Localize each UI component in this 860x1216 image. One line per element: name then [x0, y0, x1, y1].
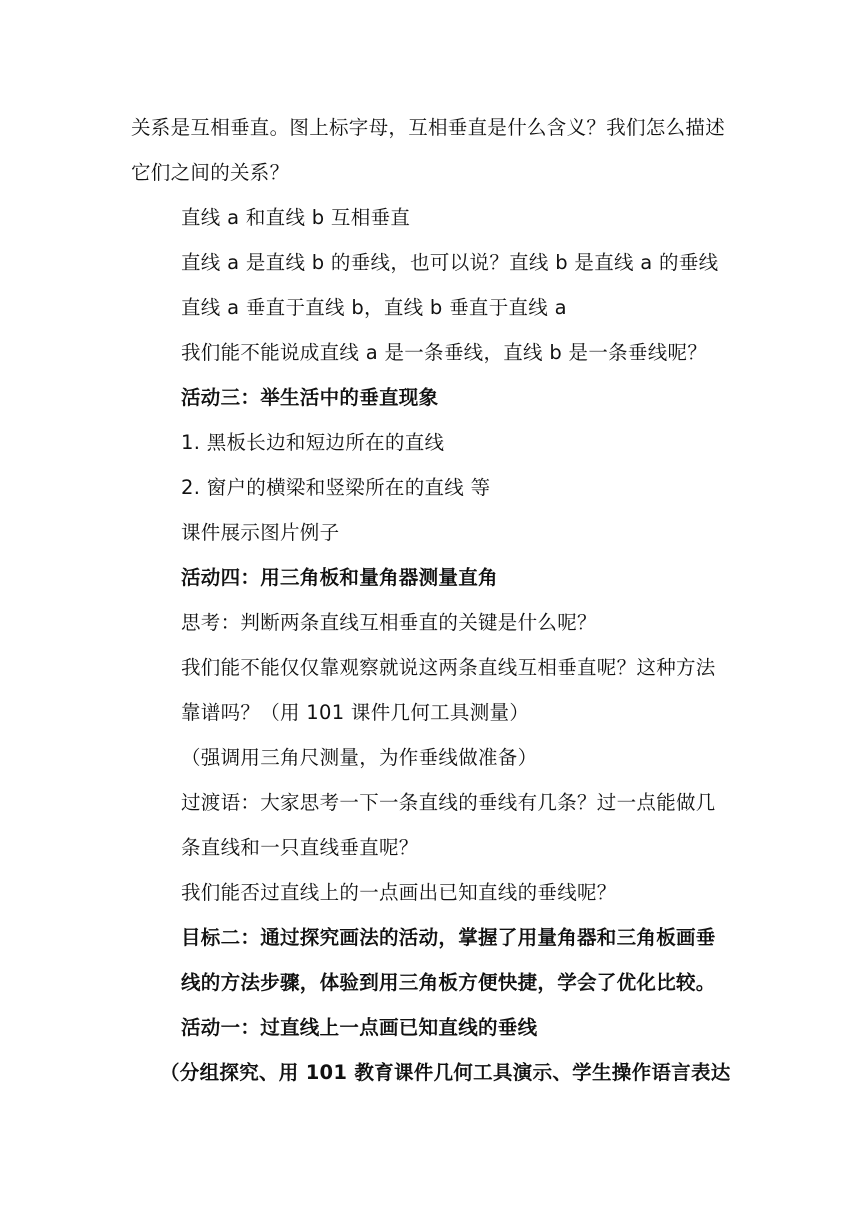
paragraph-line: 靠谱吗？（用 101 课件几何工具测量） — [181, 701, 530, 724]
section-heading: 活动三：举生活中的垂直现象 — [181, 386, 439, 409]
paragraph-line: 过渡语：大家思考一下一条直线的垂线有几条？过一点能做几 — [181, 791, 716, 814]
paragraph-line: 直线 a 和直线 b 互相垂直 — [181, 206, 411, 229]
paragraph-line: 关系是互相垂直。图上标字母，互相垂直是什么含义？我们怎么描述 — [131, 116, 726, 139]
goal-heading: 线的方法步骤，体验到用三角板方便快捷，学会了优化比较。 — [181, 971, 716, 994]
list-item: 2. 窗户的横梁和竖梁所在的直线 等 — [181, 476, 491, 499]
goal-heading: 目标二：通过探究画法的活动，掌握了用量角器和三角板画垂 — [181, 926, 716, 949]
section-heading: 活动四：用三角板和量角器测量直角 — [181, 566, 498, 589]
paragraph-line: 直线 a 垂直于直线 b，直线 b 垂直于直线 a — [181, 296, 567, 319]
paragraph-line: （强调用三角尺测量，为作垂线做准备） — [181, 746, 538, 769]
paragraph-line: 它们之间的关系？ — [131, 161, 290, 184]
paragraph-line: 思考：判断两条直线互相垂直的关键是什么呢？ — [181, 611, 597, 634]
section-heading: 活动一：过直线上一点画已知直线的垂线 — [181, 1016, 538, 1039]
paragraph-line: 课件展示图片例子 — [181, 521, 340, 544]
paragraph-line: 我们能不能说成直线 a 是一条垂线，直线 b 是一条垂线呢？ — [181, 341, 708, 364]
paragraph-line: 直线 a 是直线 b 的垂线，也可以说？直线 b 是直线 a 的垂线 — [181, 251, 719, 274]
paragraph-line: 我们能不能仅仅靠观察就说这两条直线互相垂直呢？这种方法 — [181, 656, 716, 679]
paragraph-line: 我们能否过直线上的一点画出已知直线的垂线呢？ — [181, 881, 617, 904]
list-item: 1. 黑板长边和短边所在的直线 — [181, 431, 445, 454]
paragraph-line: 条直线和一只直线垂直呢？ — [181, 836, 419, 859]
paragraph-line: （分组探究、用 101 教育课件几何工具演示、学生操作语言表达 — [160, 1061, 731, 1084]
